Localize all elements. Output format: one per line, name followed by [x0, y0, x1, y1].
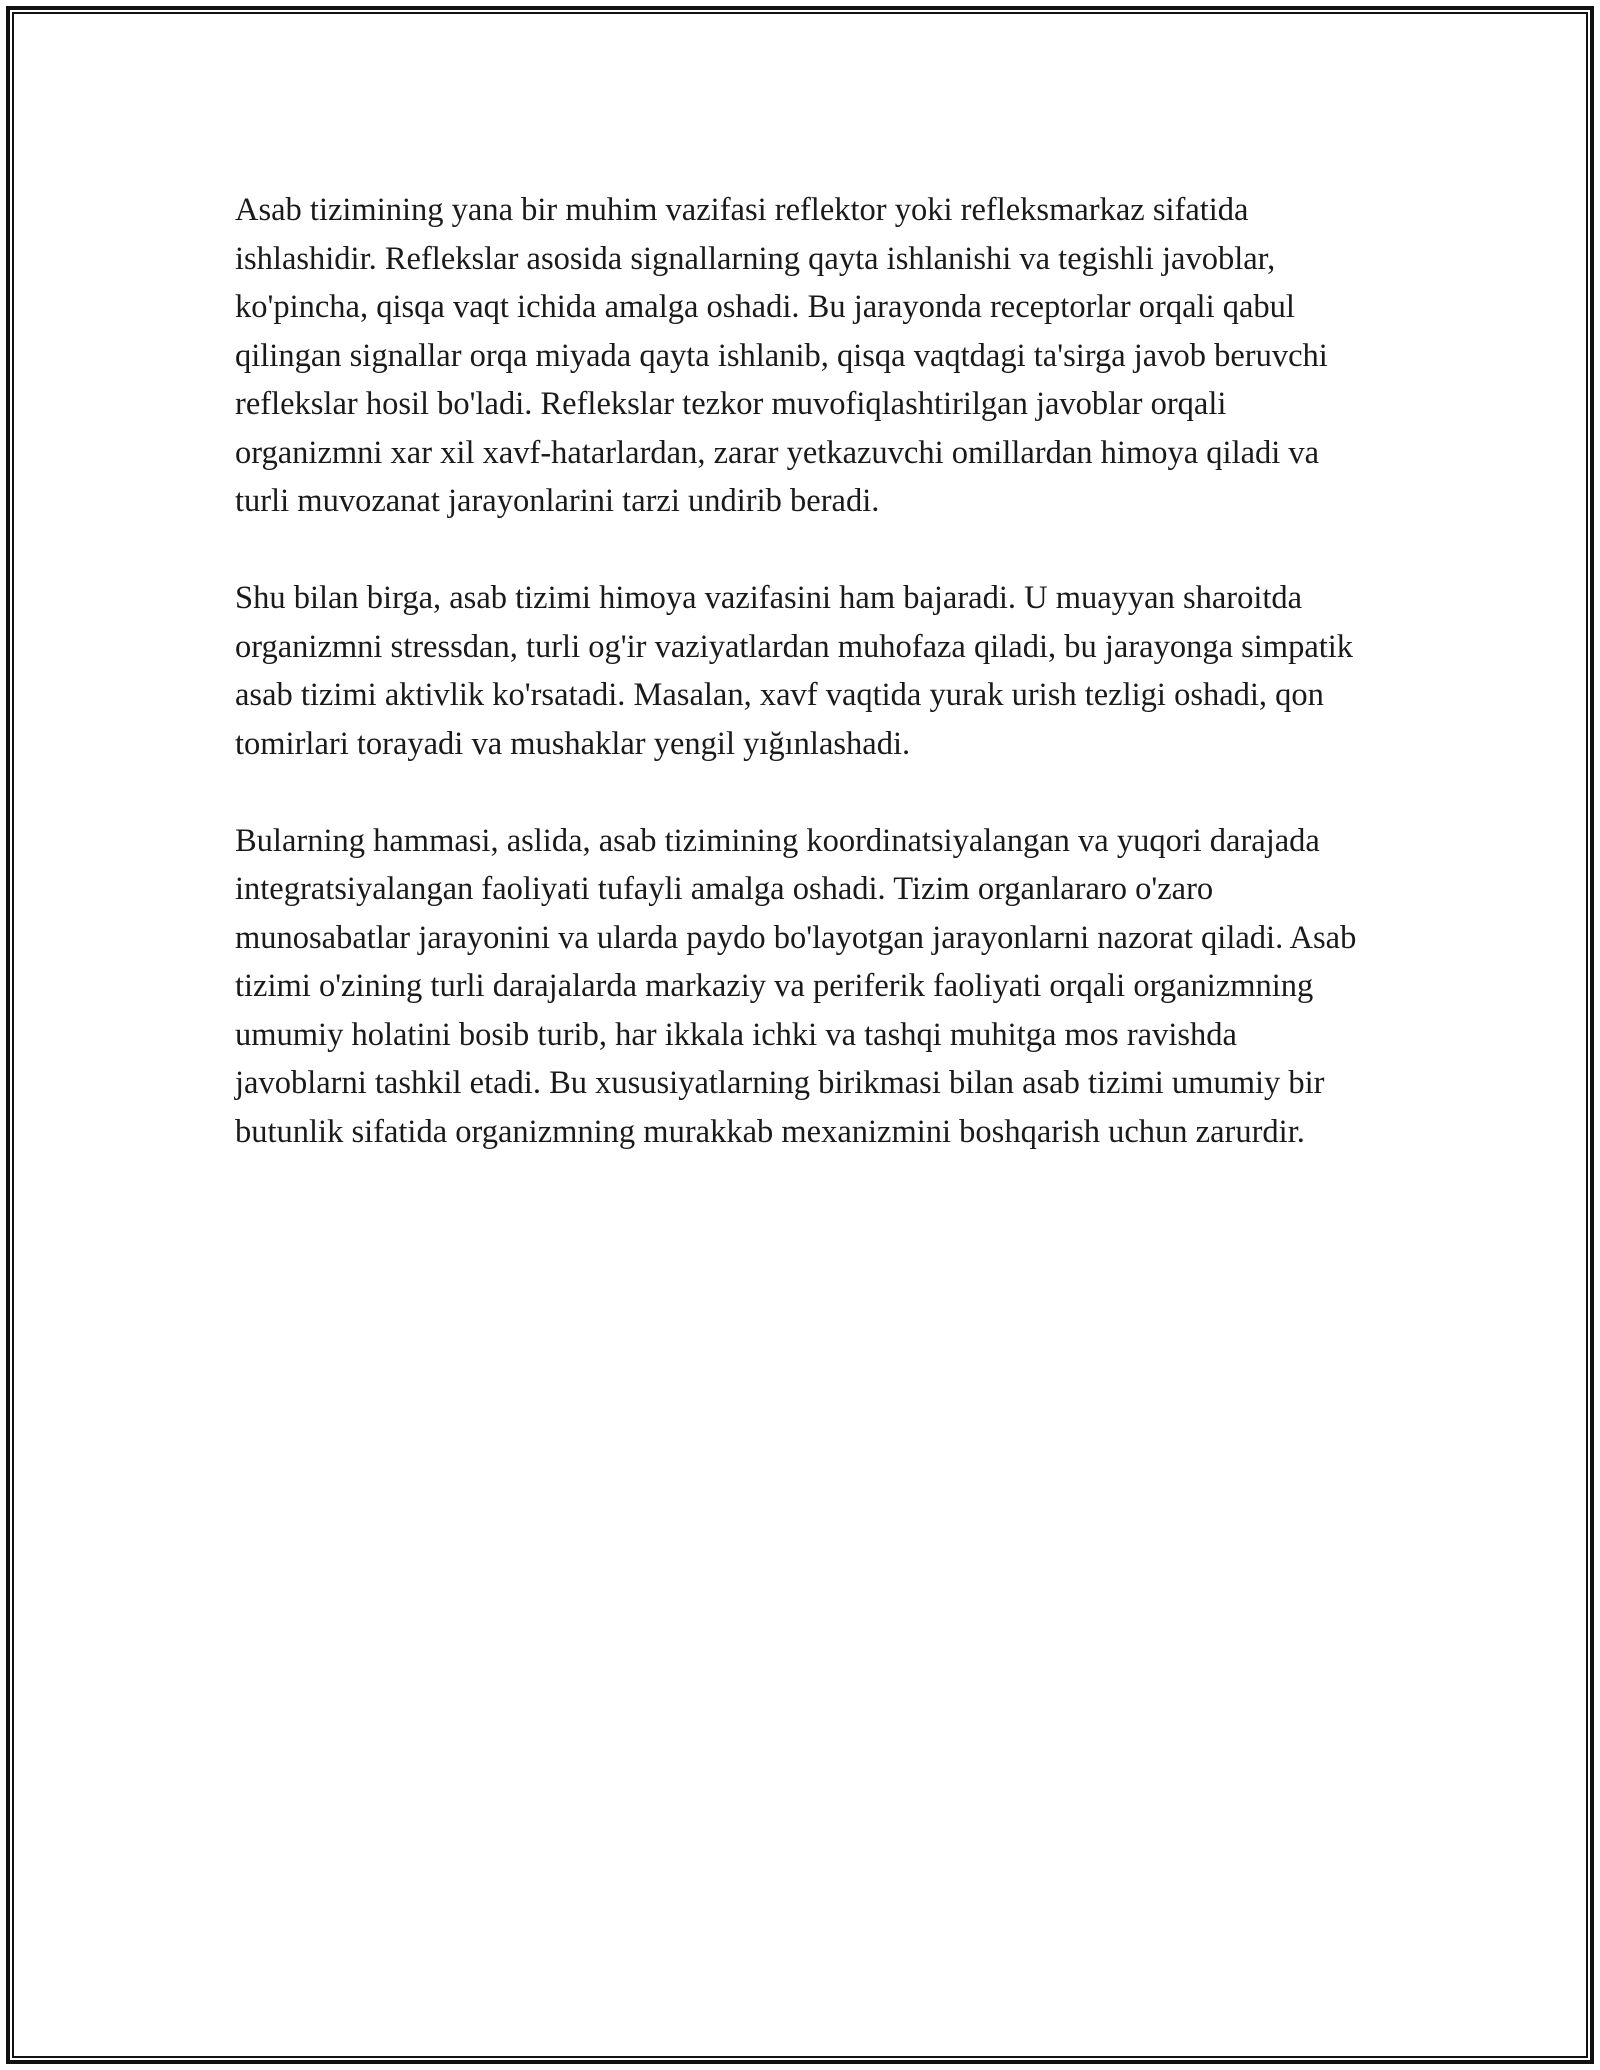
paragraph-reflex-function: Asab tizimining yana bir muhim vazifasi reflektor yoki refleksmarkaz sifatida ishlashidir. Reflekslar asosida signallarning qayta ishlanishi va tegishli javoblar, ko'pincha, qisqa vaqt ichida amalga oshadi. Bu jarayonda receptorlar orqali qabul qilingan signallar orqa miyada qayta ishlanib, qisqa vaqtdagi ta'sirga javob beruvchi reflekslar hosil bo'ladi. Reflekslar tezkor muvofiqlashtirilgan javoblar orqali organizmni xar xil xavf-hatarlardan, zarar yetkazuvchi omillardan himoya qiladi va turli muvozanat jarayonlarini tarzi undirib beradi.	[235, 192, 1328, 519]
document-body	[235, 186, 1365, 1205]
paragraph-protective-function: Shu bilan birga, asab tizimi himoya vazifasini ham bajaradi. U muayyan sharoitda organizmni stressdan, turli og'ir vaziyatlardan muhofaza qiladi, bu jarayonga simpatik asab tizimi aktivlik ko'rsatadi. Masalan, xavf vaqtida yurak urish tezligi oshadi, qon tomirlari torayadi va mushaklar yengil yığınlashadi.	[235, 580, 1354, 762]
paragraph-integration: Bularning hammasi, aslida, asab tizimining koordinatsiyalangan va yuqori darajada integratsiyalangan faoliyati tufayli amalga oshadi. Tizim organlararo o'zaro munosabatlar jarayonini va ularda paydo bo'layotgan jarayonlarni nazorat qiladi. Asab tizimi o'zining turli darajalarda markaziy va periferik faoliyati orqali organizmning umumiy holatini bosib turib, har ikkala ichki va tashqi muhitga mos ravishda javoblarni tashkil etadi. Bu xususiyatlarning birikmasi bilan asab tizimi umumiy bir butunlik sifatida organizmning murakkab mexanizmini boshqarish uchun zarurdir.	[235, 822, 1357, 1150]
